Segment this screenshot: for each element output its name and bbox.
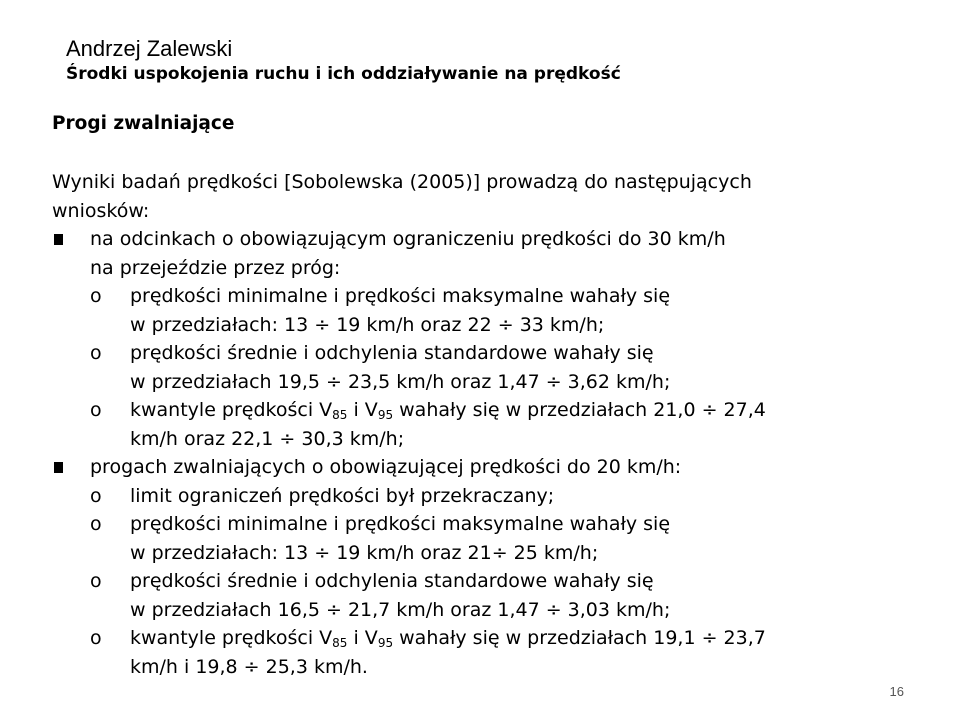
subscript: 85 <box>332 408 348 422</box>
sub-list-item: kwantyle prędkości $V_{85}$ i $V_{95}$ wahały się w przedziałach 21,0 ÷ 27,4 <box>130 399 766 422</box>
sub-list-item-continuation: w przedziałach 16,5 ÷ 21,7 km/h oraz 1,47 ÷ 3,03 km/h; <box>130 598 671 621</box>
sub-list-item: kwantyle prędkości $V_{85}$ i $V_{95}$ wahały się w przedziałach 19,1 ÷ 23,7 <box>130 627 766 650</box>
circle-bullet-icon: o <box>90 570 102 592</box>
circle-bullet-icon: o <box>90 484 102 507</box>
sub-list-item-continuation: w przedziałach 19,5 ÷ 23,5 km/h oraz 1,47 ÷ 3,62 km/h; <box>130 370 671 393</box>
sub-list-item-continuation: km/h i 19,8 ÷ 25,3 km/h. <box>130 655 368 678</box>
page-number: 16 <box>889 684 904 699</box>
sub-list-item-continuation: w przedziałach: 13 ÷ 19 km/h oraz 22 ÷ 33 km/h; <box>130 313 605 336</box>
subscript: 95 <box>377 408 394 422</box>
sub-list-item: prędkości minimalne i prędkości maksymalne wahały się <box>130 513 671 535</box>
sub-list-item: prędkości minimalne i prędkości maksymalne wahały się <box>130 285 671 307</box>
square-bullet-icon <box>54 462 63 473</box>
list-item: progach zwalniających o obowiązującej prędkości do 20 km/h: <box>90 456 682 478</box>
circle-bullet-icon: o <box>90 342 102 364</box>
circle-bullet-icon: o <box>90 399 102 421</box>
subscript: 95 <box>377 636 394 650</box>
sub-list-item-continuation: km/h oraz 22,1 ÷ 30,3 km/h; <box>130 427 405 450</box>
content-body <box>52 168 932 681</box>
circle-bullet-icon: o <box>90 285 102 307</box>
section-title: Progi zwalniające <box>52 113 235 134</box>
document-subtitle: Środki uspokojenia ruchu i ich oddziaływanie na prędkość <box>66 64 621 84</box>
sub-list-item-continuation: w przedziałach: 13 ÷ 19 km/h oraz 21÷ 25 km/h; <box>130 541 599 564</box>
list-item: na odcinkach o obowiązującym ograniczeniu prędkości do 30 km/h <box>90 228 726 250</box>
list-item-continuation: na przejeździe przez próg: <box>90 256 341 279</box>
author-name: Andrzej Zalewski <box>66 36 233 61</box>
sub-list-item: prędkości średnie i odchylenia standardowe wahały się <box>130 342 654 364</box>
sub-list-item: prędkości średnie i odchylenia standardowe wahały się <box>130 570 654 592</box>
sub-list-item: limit ograniczeń prędkości był przekraczany; <box>130 484 555 507</box>
square-bullet-icon <box>54 234 63 245</box>
intro-line: wniosków: <box>52 199 150 222</box>
intro-line: Wyniki badań prędkości [Sobolewska (2005)] prowadzą do następujących <box>52 171 752 193</box>
subscript: 85 <box>332 636 348 650</box>
circle-bullet-icon: o <box>90 513 102 535</box>
circle-bullet-icon: o <box>90 627 102 649</box>
